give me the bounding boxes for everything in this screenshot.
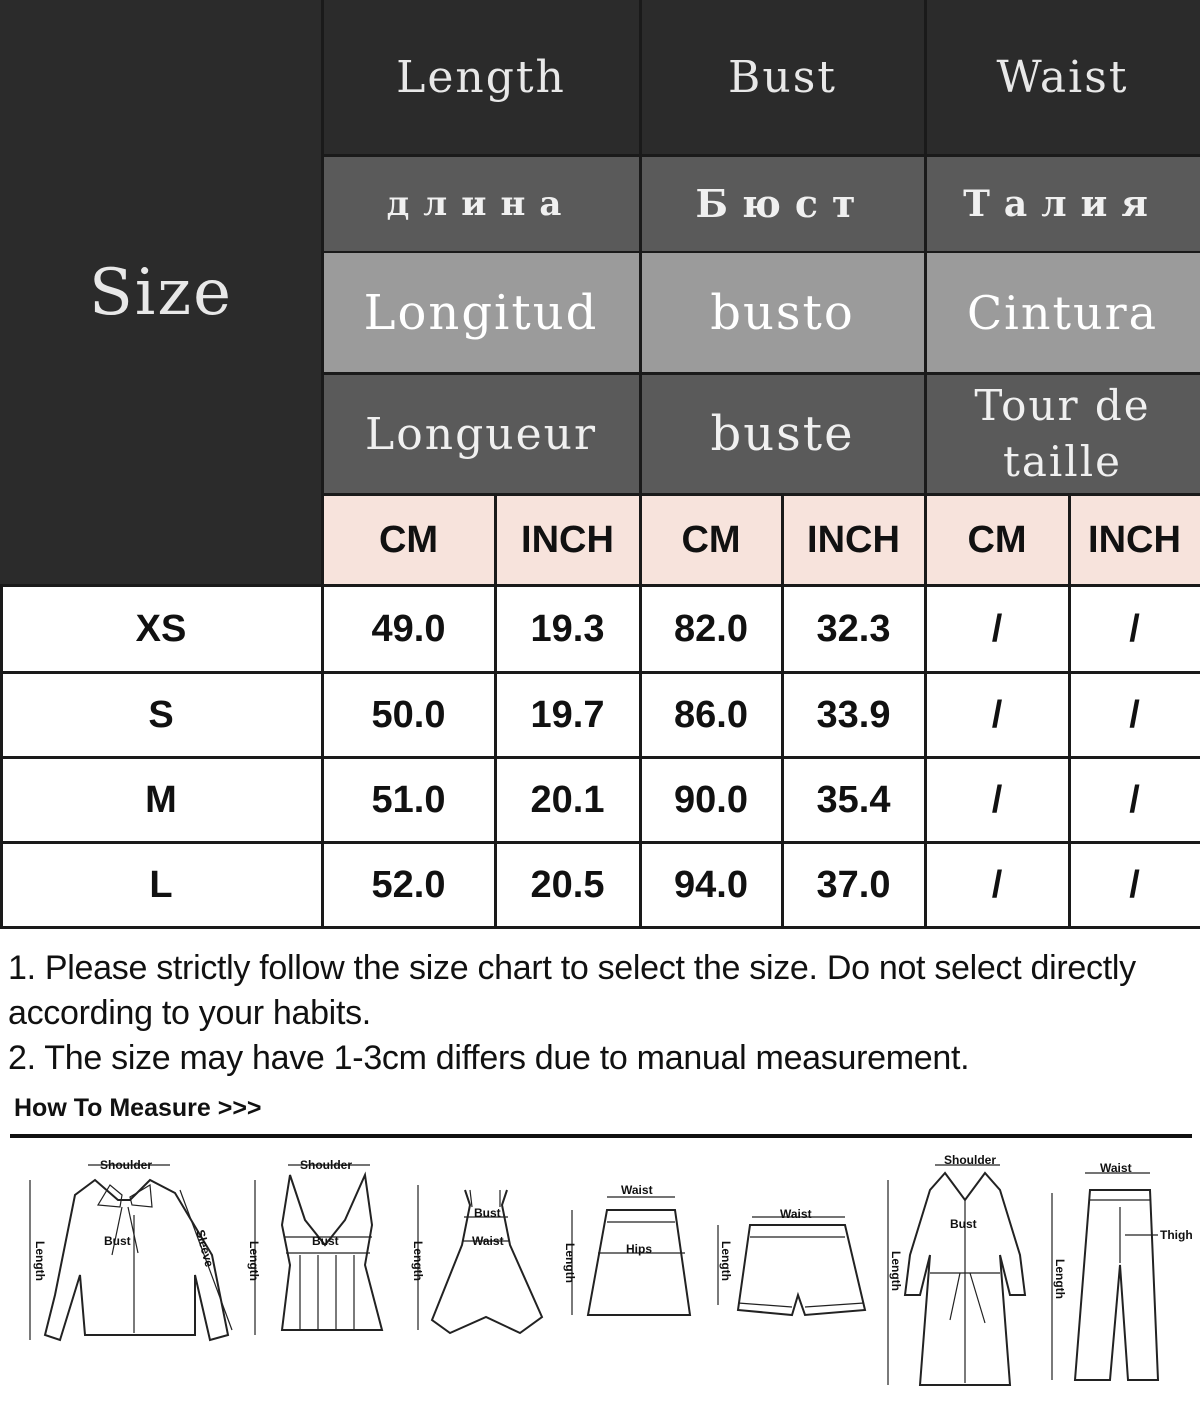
table-cell: 82.0 bbox=[640, 586, 782, 672]
label-shoulder: Shoulder bbox=[300, 1158, 353, 1172]
table-cell: 94.0 bbox=[640, 843, 782, 928]
unit-bust-cm: CM bbox=[640, 495, 782, 585]
grid-line bbox=[924, 0, 927, 929]
label-bust: Bust bbox=[104, 1234, 131, 1248]
unit-waist-cm: CM bbox=[925, 495, 1069, 585]
row-size: M bbox=[0, 758, 322, 842]
label-sleeve: Sleeve bbox=[193, 1228, 217, 1269]
table-cell: 86.0 bbox=[640, 673, 782, 757]
label-length: Length bbox=[889, 1251, 903, 1291]
label-length: Length bbox=[33, 1241, 47, 1281]
waist-header-fr: Tour de taille bbox=[925, 373, 1200, 495]
label-thigh: Thigh bbox=[1160, 1228, 1193, 1242]
waist-header-ru: Талия bbox=[925, 155, 1200, 252]
bust-header-es: busto bbox=[640, 252, 925, 373]
blouse-illustration bbox=[30, 1158, 232, 1340]
table-cell: / bbox=[925, 758, 1069, 842]
table-cell: / bbox=[925, 843, 1069, 928]
note-2: 2. The size may have 1-3cm differs due to manual measurement. bbox=[8, 1039, 970, 1077]
size-notes bbox=[8, 946, 1193, 1081]
grid-line bbox=[0, 756, 1200, 759]
grid-line bbox=[0, 585, 3, 929]
garment-diagrams bbox=[0, 1145, 1200, 1395]
unit-length-inch: INCH bbox=[495, 495, 640, 585]
row-size: XS bbox=[0, 586, 322, 672]
label-length: Length bbox=[563, 1243, 577, 1283]
table-cell: 90.0 bbox=[640, 758, 782, 842]
row-size: S bbox=[0, 673, 322, 757]
label-length: Length bbox=[411, 1241, 425, 1281]
measure-illustrations bbox=[0, 1145, 1200, 1395]
grid-line bbox=[0, 584, 1200, 587]
unit-length-cm: CM bbox=[322, 495, 495, 585]
bust-header-fr: buste bbox=[640, 373, 925, 495]
coat-illustration bbox=[888, 1153, 1025, 1385]
table-cell: 50.0 bbox=[322, 673, 495, 757]
grid-line bbox=[639, 0, 642, 929]
label-hips: Hips bbox=[626, 1242, 653, 1256]
table-cell: 37.0 bbox=[782, 843, 925, 928]
table-cell: 49.0 bbox=[322, 586, 495, 672]
grid-line bbox=[0, 671, 1200, 674]
unit-bust-inch: INCH bbox=[782, 495, 925, 585]
unit-waist-inch: INCH bbox=[1069, 495, 1200, 585]
table-cell: 33.9 bbox=[782, 673, 925, 757]
grid-line bbox=[322, 251, 1200, 253]
table-cell: 51.0 bbox=[322, 758, 495, 842]
label-waist: Waist bbox=[780, 1207, 812, 1221]
table-cell: / bbox=[925, 586, 1069, 672]
waist-header-es: Cintura bbox=[925, 252, 1200, 373]
how-to-measure-title: How To Measure >>> bbox=[14, 1094, 262, 1122]
bust-header-ru: Бюст bbox=[640, 155, 925, 252]
table-cell: / bbox=[1069, 586, 1200, 672]
length-header-en: Length bbox=[322, 0, 640, 155]
grid-line bbox=[1068, 494, 1071, 929]
length-header-fr: Longueur bbox=[322, 373, 640, 495]
skirt-illustration bbox=[563, 1183, 690, 1315]
label-waist: Waist bbox=[621, 1183, 653, 1197]
grid-line bbox=[322, 154, 1200, 157]
bust-header-en: Bust bbox=[640, 0, 925, 155]
grid-line bbox=[321, 0, 324, 929]
table-cell: 32.3 bbox=[782, 586, 925, 672]
table-cell: 52.0 bbox=[322, 843, 495, 928]
table-cell: 20.5 bbox=[495, 843, 640, 928]
length-header-es: Longitud bbox=[322, 252, 640, 373]
tank-top-illustration bbox=[247, 1158, 382, 1335]
label-length: Length bbox=[247, 1241, 261, 1281]
trousers-illustration bbox=[1052, 1161, 1193, 1380]
label-shoulder: Shoulder bbox=[100, 1158, 153, 1172]
table-cell: / bbox=[1069, 673, 1200, 757]
section-divider bbox=[10, 1134, 1192, 1138]
row-size: L bbox=[0, 843, 322, 928]
length-header-ru: длина bbox=[322, 155, 640, 252]
label-length: Length bbox=[1053, 1259, 1067, 1299]
table-cell: 19.3 bbox=[495, 586, 640, 672]
label-waist: Waist bbox=[472, 1234, 504, 1248]
table-cell: / bbox=[1069, 758, 1200, 842]
shorts-illustration bbox=[718, 1207, 865, 1315]
grid-line bbox=[494, 494, 497, 929]
grid-line bbox=[0, 841, 1200, 844]
label-bust: Bust bbox=[474, 1206, 501, 1220]
label-bust: Bust bbox=[312, 1234, 339, 1248]
label-shoulder: Shoulder bbox=[944, 1153, 997, 1167]
size-header: Size bbox=[0, 0, 322, 585]
note-1: 1. Please strictly follow the size chart to select the size. Do not select directly according to your habits. bbox=[8, 949, 1136, 1032]
label-bust: Bust bbox=[950, 1217, 977, 1231]
label-waist: Waist bbox=[1100, 1161, 1132, 1175]
grid-line bbox=[0, 926, 1200, 929]
table-cell: 20.1 bbox=[495, 758, 640, 842]
table-cell: / bbox=[1069, 843, 1200, 928]
table-cell: / bbox=[925, 673, 1069, 757]
dress-illustration bbox=[411, 1185, 542, 1333]
table-cell: 19.7 bbox=[495, 673, 640, 757]
label-length: Length bbox=[719, 1241, 733, 1281]
waist-header-en: Waist bbox=[925, 0, 1200, 155]
table-cell: 35.4 bbox=[782, 758, 925, 842]
grid-line bbox=[322, 372, 1200, 375]
grid-line bbox=[781, 494, 784, 929]
